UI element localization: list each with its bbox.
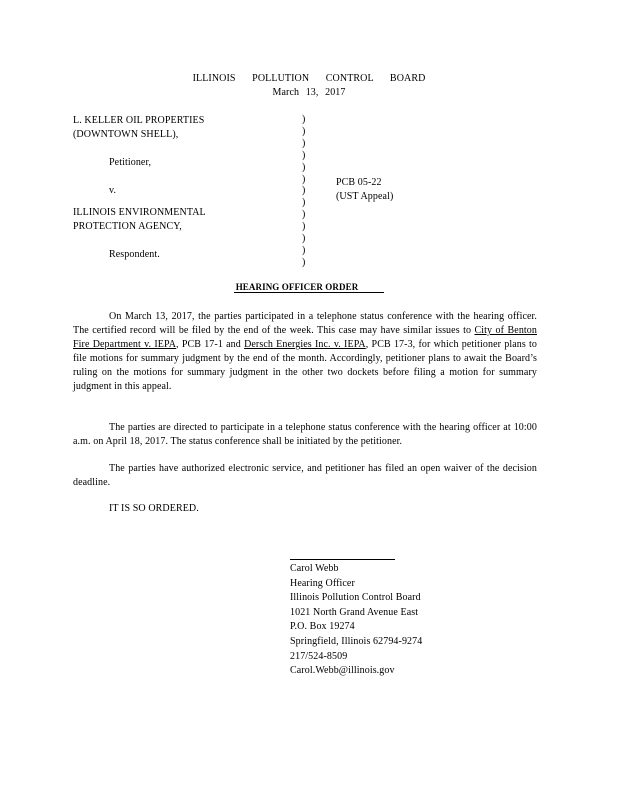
signer-org: Illinois Pollution Control Board — [290, 592, 421, 604]
case-type: (UST Appeal) — [336, 191, 394, 202]
case-citation-benton: City of Benton Fire Department v. IEPA — [73, 325, 537, 350]
petitioner-role: Petitioner, — [109, 157, 152, 168]
signer-street: 1021 North Grand Avenue East — [290, 606, 419, 618]
signature-line — [290, 559, 395, 560]
versus-label: v. — [109, 185, 117, 196]
case-number: PCB 05-22 — [336, 177, 382, 188]
signer-email: Carol.Webb@illinois.gov — [290, 665, 395, 677]
so-ordered-line: IT IS SO ORDERED. — [109, 503, 199, 514]
case-citation-dersch: Dersch Energies Inc. v. IEPA — [244, 339, 366, 350]
case-caption — [73, 114, 206, 262]
paragraph-3: The parties have authorized electronic service, and petitioner has filed an open waiver of the decision deadline. — [73, 463, 537, 488]
document-date: March 13, 2017 — [272, 87, 346, 98]
signer-name: Carol Webb — [290, 563, 339, 574]
caption-parentheses: ) ) ) ) ) ) ) ) ) ) ) ) ) — [302, 114, 306, 268]
respondent-name-line1: ILLINOIS ENVIRONMENTAL — [73, 207, 206, 218]
signer-phone: 217/524-8509 — [290, 650, 348, 662]
signer-city: Springfield, Illinois 62794-9274 — [290, 635, 423, 647]
paragraph-1: On March 13, 2017, the parties participated in a telephone status conference with the hearing officer. The certified record will be filed by the end of the week. This case may have similar issues to City of Benton Fire Department v. IEPA, PCB 17-1 and Dersch Energies Inc. v. IEPA, PCB 17-3, for which petitioner plans to file motions for summary judgment by the end of the month. Accordingly, petitioner plans to await the Board’s ruling on the motions for summary judgment in the other two dockets before filing a motion for summary judgment in this appeal. — [73, 311, 538, 392]
order-title: HEARING OFFICER ORDER — [0, 282, 618, 292]
respondent-name-line2: PROTECTION AGENCY, — [73, 221, 182, 232]
signer-title: Hearing Officer — [290, 577, 355, 589]
respondent-role: Respondent. — [109, 249, 160, 260]
petitioner-name-line1: L. KELLER OIL PROPERTIES — [73, 115, 205, 126]
paragraph-2: The parties are directed to participate in a telephone status conference with the hearing officer at 10:00 a.m. on April 18, 2017. The status conference shall be initiated by the petitioner. — [73, 422, 537, 447]
signature-block — [290, 562, 422, 679]
signer-po-box: P.O. Box 19274 — [290, 621, 355, 633]
case-number-block — [336, 176, 393, 204]
petitioner-name-line2: (DOWNTOWN SHELL), — [73, 129, 179, 140]
board-name: ILLINOIS POLLUTION CONTROL BOARD — [192, 73, 426, 84]
